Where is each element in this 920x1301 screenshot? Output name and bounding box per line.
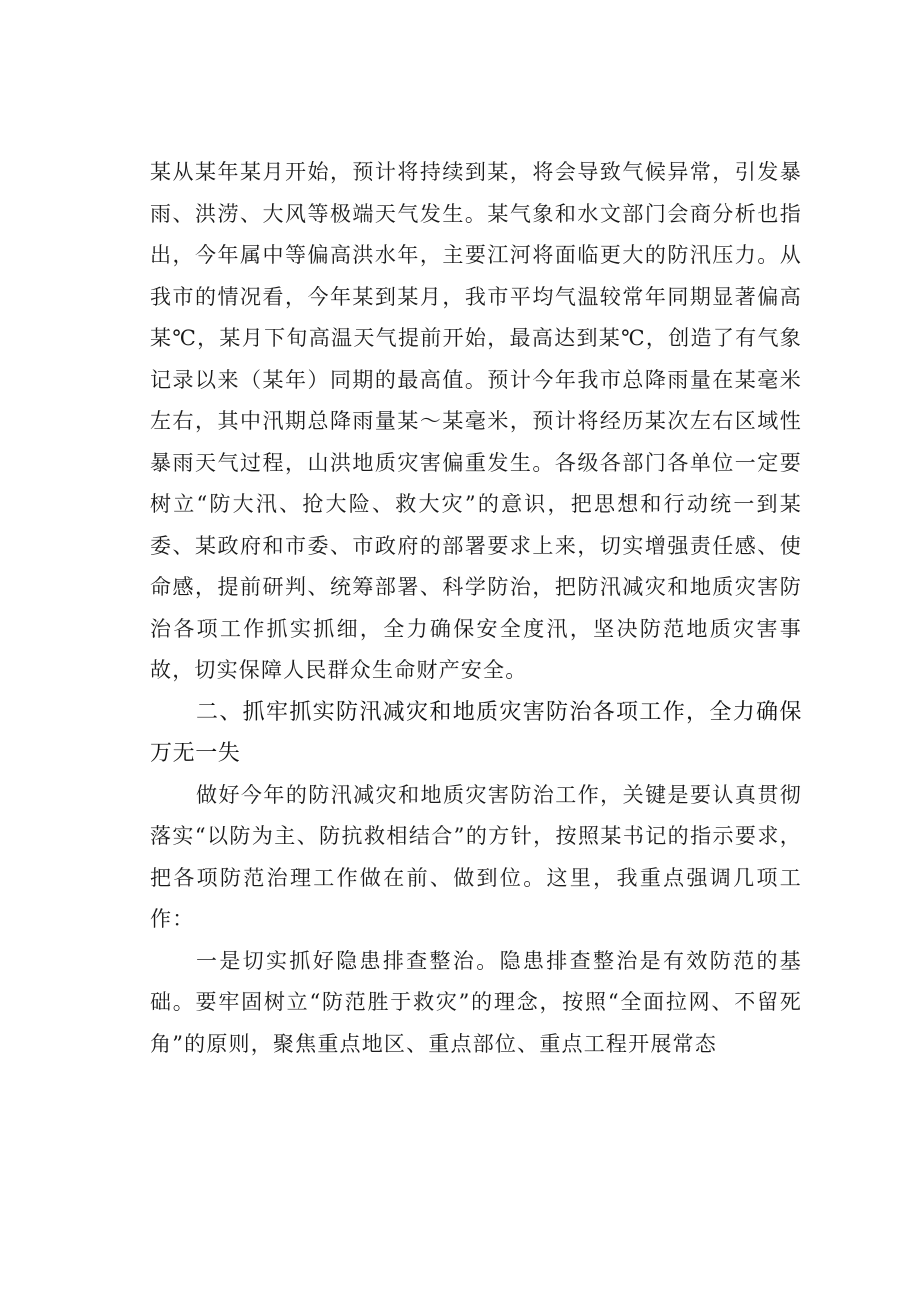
body-paragraph-2: 做好今年的防汛减灾和地质灾害防治工作，关键是要认真贯彻落实“以防为主、防抗救相结合”的方针，按照某书记的指示要求，把各项防范治理工作做在前、做到位。这里，我重点强调几项工作： <box>150 782 802 931</box>
section-heading: 二、抓牢抓实防汛减灾和地质灾害防治各项工作，全力确保万无一失 <box>150 699 802 766</box>
document-body <box>150 152 802 1065</box>
body-paragraph-3: 一是切实抓好隐患排查整治。隐患排查整治是有效防范的基础。要牢固树立“防范胜于救灾”的理念，按照“全面拉网、不留死角”的原则，聚焦重点地区、重点部位、重点工程开展常态 <box>150 948 802 1056</box>
body-paragraph-1: 某从某年某月开始，预计将持续到某，将会导致气候异常，引发暴雨、洪涝、大风等极端天气发生。某气象和水文部门会商分析也指出，今年属中等偏高洪水年，主要江河将面临更大的防汛压力。从我市的情况看，今年某到某月，我市平均气温较常年同期显著偏高某℃，某月下旬高温天气提前开始，最高达到某℃，创造了有气象记录以来（某年）同期的最高值。预计今年我市总降雨量在某毫米左右，其中汛期总降雨量某～某毫米，预计将经历某次左右区域性暴雨天气过程，山洪地质灾害偏重发生。各级各部门各单位一定要树立“防大汛、抢大险、救大灾”的意识，把思想和行动统一到某委、某政府和市委、市政府的部署要求上来，切实增强责任感、使命感，提前研判、统筹部署、科学防治，把防汛减灾和地质灾害防治各项工作抓实抓细，全力确保安全度汛，坚决防范地质灾害事故，切实保障人民群众生命财产安全。 <box>150 160 802 682</box>
